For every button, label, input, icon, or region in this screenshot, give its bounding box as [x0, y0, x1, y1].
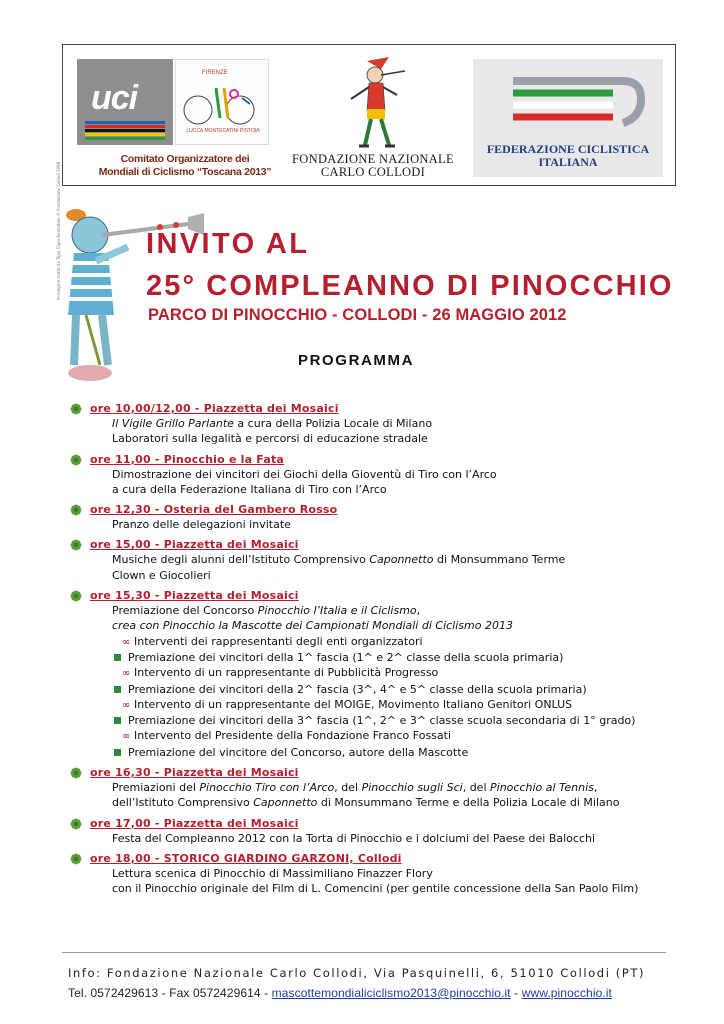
event-description-line — [112, 416, 708, 431]
description-text: dell’Istituto Comprensivo — [112, 796, 254, 810]
program-event — [68, 538, 708, 583]
event-description-line — [112, 467, 708, 482]
italic-title-text: Pinocchio l’Italia e il Ciclismo — [257, 604, 417, 618]
description-text: a cura della Polizia Locale di Milano — [233, 417, 433, 430]
invite-title-line-2: 25° COMPLEANNO DI PINOCCHIO — [146, 270, 674, 302]
invite-subtitle: PARCO DI PINOCCHIO - COLLODI - 26 MAGGIO 2012 — [148, 306, 567, 324]
fondazione-line-1: FONDAZIONE NAZIONALE — [292, 152, 454, 166]
flower-bullet-icon — [70, 590, 82, 602]
description-text: , del — [334, 781, 362, 795]
comitato-caption — [85, 153, 285, 179]
toscana-2013-logo — [175, 59, 269, 145]
fondazione-logo-text — [285, 153, 461, 179]
description-text: , — [593, 781, 598, 795]
comitato-line-1: Comitato Organizzatore dei — [120, 153, 250, 165]
event-time-location: ore 10,00/12,00 - Piazzetta dei Mosaici — [90, 402, 339, 415]
speech-sub-item — [122, 697, 708, 713]
flower-bullet-icon — [70, 767, 82, 779]
speech-sub-item — [122, 728, 708, 744]
italic-title-text: crea con Pinocchio la Mascotte dei Campionati Mondiali di Ciclismo 2013 — [112, 619, 513, 633]
event-description-line — [112, 568, 708, 583]
footer-divider — [62, 952, 666, 953]
uci-logo-text: uci — [91, 79, 138, 117]
invite-title-line-1: INVITO AL — [146, 228, 310, 260]
description-text: Musiche degli alunni dell’Istituto Comprensivo — [112, 553, 370, 567]
infinity-bullet-icon: ∞ — [122, 636, 131, 648]
event-description-line — [112, 881, 708, 896]
toscana-cycling-graphic — [176, 74, 268, 134]
italic-title-text: Pinocchio al Tennis — [490, 781, 594, 795]
description-text: Lettura scenica di Pinocchio di Massimiliano Finazzer Flory — [112, 866, 433, 880]
flower-bullet-icon — [70, 403, 82, 415]
event-description-line — [112, 517, 708, 532]
flower-bullet-icon — [70, 818, 82, 830]
event-description-line — [112, 431, 708, 446]
event-description-line — [112, 866, 708, 881]
fci-logo — [473, 59, 663, 177]
program-event — [68, 402, 708, 447]
flower-bullet-icon — [70, 504, 82, 516]
description-text: Clown e Giocolieri — [112, 568, 211, 582]
event-description-line — [112, 780, 708, 795]
fondazione-line-2: CARLO COLLODI — [320, 165, 426, 179]
program-event — [68, 503, 708, 532]
sub-item-text: Premiazione dei vincitori della 1^ fascia (1^ e 2^ classe della scuola primaria) — [128, 650, 564, 664]
toscana-cities-text: LUCCA MONTECATINI PISTOIA — [186, 128, 260, 134]
program-event — [68, 852, 708, 897]
programma-heading: PROGRAMMA — [298, 352, 415, 369]
description-text: di Monsummano Terme e della Polizia Locale di Milano — [317, 796, 620, 810]
toscana-top-text: FIRENZE — [202, 70, 228, 76]
fondazione-collodi-logo — [285, 53, 461, 183]
footer-separator: - — [510, 986, 522, 1000]
fci-line-2: ITALIANA — [538, 155, 598, 169]
program-event — [68, 766, 708, 811]
fci-logo-text — [473, 143, 663, 169]
description-text: Festa del Compleanno 2012 con la Torta di Pinocchio e i dolciumi del Paese dei Balocchi — [112, 831, 596, 845]
sub-item-text: Premiazione dei vincitori della 3^ fascia (1^, 2^ e 3^ classe scuola secondaria di 1° grado) — [128, 714, 636, 728]
description-text: a cura della Federazione Italiana di Tiro con l’Arco — [112, 482, 387, 496]
sub-item-text: Intervento del Presidente della Fondazione Franco Fossati — [134, 729, 452, 743]
italic-title-text: Caponnetto — [369, 553, 434, 567]
event-time-location: ore 12,30 - Osteria del Gambero Rosso — [90, 503, 338, 517]
event-time-location: ore 16,30 - Piazzetta dei Mosaici — [90, 766, 299, 780]
speech-sub-item — [122, 634, 708, 650]
description-text: con il Pinocchio originale del Film di L. Comencini (per gentile concessione della San Paolo Film) — [112, 882, 639, 896]
description-text: , — [416, 604, 421, 618]
infinity-bullet-icon: ∞ — [122, 731, 131, 743]
green-square-bullet-icon — [114, 686, 121, 693]
sub-item-text: Interventi dei rappresentanti degli enti organizzatori — [134, 634, 423, 648]
image-credit: Immagine tratta da Topo Gigio Animation © Fondazione Collodi 1998 — [56, 161, 61, 300]
flower-bullet-icon — [70, 853, 82, 865]
italic-title-text: Pinocchio sugli Sci — [361, 781, 463, 795]
award-sub-item — [114, 713, 708, 728]
event-time-location: ore 18,00 - STORICO GIARDINO GARZONI, Collodi — [90, 851, 402, 865]
green-square-bullet-icon — [114, 749, 121, 756]
event-description-line — [112, 552, 708, 567]
description-text: , del — [462, 781, 490, 795]
description-text: Laboratori sulla legalità e percorsi di educazione stradale — [112, 432, 428, 446]
italic-title-text: Pinocchio Tiro con l’Arco — [199, 781, 335, 795]
program-event — [68, 817, 708, 846]
event-description-line — [112, 795, 708, 810]
speech-sub-item — [122, 665, 708, 681]
sub-item-text: Intervento di un rappresentante di Pubblicità Progresso — [134, 666, 439, 680]
green-square-bullet-icon — [114, 717, 121, 724]
award-sub-item — [114, 682, 708, 697]
sub-item-text: Premiazione del vincitore del Concorso, autore della Mascotte — [128, 745, 469, 759]
fci-tricolor-swoosh — [473, 59, 663, 139]
description-text: Pranzo delle delegazioni invitate — [112, 518, 291, 532]
footer-website-link[interactable]: www.pinocchio.it — [521, 986, 612, 1000]
award-sub-item — [114, 745, 708, 760]
event-time-location: ore 15,00 - Piazzetta dei Mosaici — [90, 538, 299, 552]
event-description-line — [112, 618, 708, 633]
footer-tel-fax: Tel. 0572429613 - Fax 0572429614 - — [68, 986, 272, 1000]
event-time-location: ore 11,00 - Pinocchio e la Fata — [90, 452, 285, 466]
event-description-line — [112, 831, 708, 846]
italic-title-text: Caponnetto — [253, 796, 318, 810]
event-time-location: ore 15,30 - Piazzetta dei Mosaici — [90, 589, 299, 603]
event-description-line — [112, 482, 708, 497]
logo-header-box — [62, 44, 676, 186]
award-sub-item — [114, 650, 708, 665]
sub-item-text: Premiazione dei vincitori della 2^ fascia (3^, 4^ e 5^ classe della scuola primaria) — [128, 682, 587, 696]
description-text: di Monsummano Terme — [433, 553, 566, 567]
italic-title-text: Il Vigile Grillo Parlante — [112, 417, 234, 430]
description-text: Dimostrazione dei vincitori dei Giochi della Gioventù di Tiro con l’Arco — [112, 467, 497, 481]
flower-bullet-icon — [70, 539, 82, 551]
footer-info: Info: Fondazione Nazionale Carlo Collodi, Via Pasquinelli, 6, 51010 Collodi (PT) — [68, 966, 646, 980]
uci-logo — [77, 59, 173, 145]
description-text: Premiazione del Concorso — [112, 604, 258, 618]
footer-email-link[interactable]: mascottemondialiciclismo2013@pinocchio.it — [271, 986, 511, 1000]
flower-bullet-icon — [70, 454, 82, 466]
fci-line-1: FEDERAZIONE CICLISTICA — [486, 142, 650, 156]
event-description-line — [112, 603, 708, 618]
pinocchio-figure-icon — [285, 53, 461, 153]
event-time-location: ore 17,00 - Piazzetta dei Mosaici — [90, 816, 299, 830]
footer-contacts — [68, 986, 612, 1000]
comitato-line-2: Mondiali di Ciclismo “Toscana 2013” — [98, 166, 272, 178]
infinity-bullet-icon: ∞ — [122, 699, 131, 711]
uci-rainbow-stripes — [85, 121, 165, 139]
program-event — [68, 589, 708, 760]
green-square-bullet-icon — [114, 654, 121, 661]
program-event — [68, 453, 708, 498]
program-list — [68, 402, 708, 903]
infinity-bullet-icon: ∞ — [122, 668, 131, 680]
description-text: Premiazioni del — [112, 781, 200, 795]
sub-item-text: Intervento di un rappresentante del MOIGE, Movimento Italiano Genitori ONLUS — [134, 697, 573, 711]
